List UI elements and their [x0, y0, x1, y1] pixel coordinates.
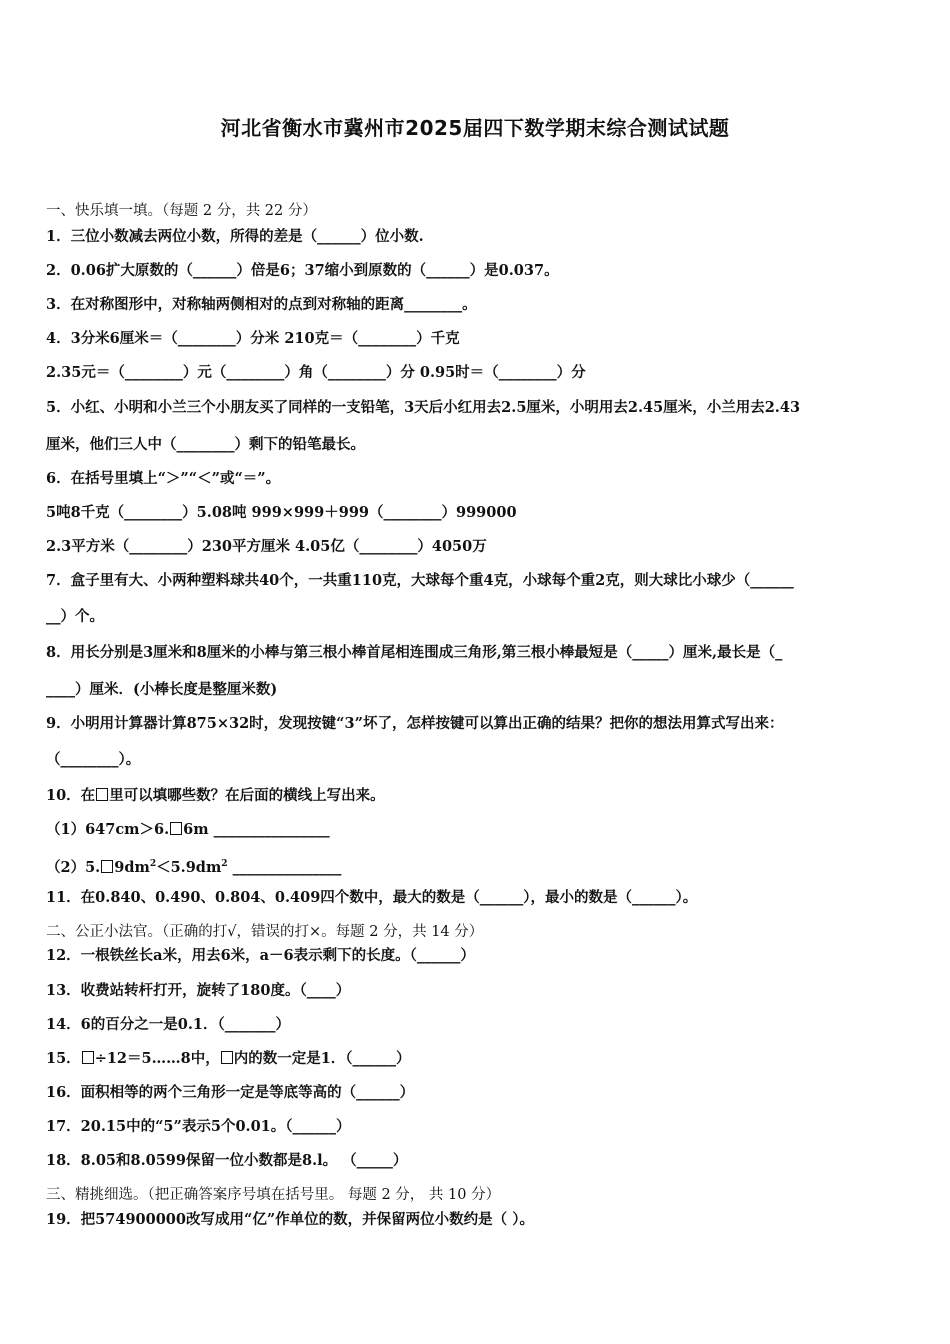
question-14: 14．6的百分之一是0.1．（_______）: [46, 1016, 290, 1033]
page-title: 河北省衡水市冀州市2025届四下数学期末综合测试试题: [220, 116, 730, 140]
question-7-line-1: 7．盒子里有大、小两种塑料球共40个，一共重110克，大球每个重4克，小球每个重2克，则大球比小球少（______: [46, 572, 794, 589]
question-8-line-2: ____）厘米．(小棒长度是整厘米数): [46, 681, 278, 698]
question-10-prefix: 10．在: [46, 787, 96, 804]
question-15-prefix: 15．: [46, 1050, 81, 1067]
question-10-part-1: [46, 820, 906, 840]
question-10-text: 里可以填哪些数？在后面的横线上写出来。: [109, 787, 385, 804]
question-5-line-2: 厘米，他们三人中（________）剩下的铅笔最长。: [46, 436, 365, 453]
question-5-line-1: 5．小红、小明和小兰三个小朋友买了同样的一支铅笔，3天后小红用去2.5厘米，小明用去2.45厘米，小兰用去2.43: [46, 399, 801, 416]
question-9-line-1: 9．小明用计算器计算875×32时，发现按键“3”坏了，怎样按键可以算出正确的结果？把你的想法用算式写出来：: [46, 715, 784, 732]
section-1-heading: 一、快乐填一填。（每题 2 分，共 22 分）: [46, 203, 317, 219]
question-10: [46, 786, 906, 806]
question-6-line-1: 6．在括号里填上“＞”“＜”或“＝”。: [46, 470, 281, 487]
superscript-2: 2: [149, 859, 157, 869]
question-4-line-1: 4．3分米6厘米＝（________）分米 210克＝（________）千克: [46, 330, 460, 347]
question-6-line-3: 2.3平方米（________）230平方厘米 4.05亿（________）4050万: [46, 538, 487, 555]
question-1: 1．三位小数减去两位小数，所得的差是（______）位小数.: [46, 228, 424, 245]
blank-box-icon: [96, 788, 108, 801]
question-3: 3．在对称图形中，对称轴两侧相对的点到对称轴的距离________。: [46, 296, 477, 313]
question-7-line-2: __）个。: [46, 608, 104, 625]
section-2-heading: 二、公正小法官。（正确的打√，错误的打×。每题 2 分，共 14 分）: [46, 924, 484, 940]
question-18: 18．8.05和8.0599保留一位小数都是8.l。 （_____）: [46, 1152, 408, 1169]
question-4-line-2: 2.35元＝（________）元（________）角（________）分 0.95时＝（________）分: [46, 364, 586, 381]
question-10-2-prefix: （2）5.: [46, 858, 101, 876]
question-2: 2．0.06扩大原数的（______）倍是6；37缩小到原数的（______）是0.037。: [46, 262, 559, 279]
blank-box-icon: [221, 1051, 233, 1064]
blank-box-icon: [101, 860, 113, 873]
question-9-line-2: （________）。: [46, 751, 141, 768]
question-10-2-line: _______________: [227, 858, 342, 876]
question-10-part-2: [46, 854, 906, 878]
question-15-text: ÷12＝5……8中，: [94, 1050, 220, 1067]
question-13: 13．收费站转杆打开，旋转了180度。（____）: [46, 982, 351, 999]
question-10-1-prefix: （1）647cm＞6.: [46, 821, 170, 838]
question-10-1-text: 6m ________________: [183, 821, 330, 838]
question-10-2-mid2: ＜5.9dm: [156, 858, 222, 876]
question-19: 19．把574900000改写成用“亿”作单位的数，并保留两位小数约是（ ）。: [46, 1211, 534, 1228]
question-8-line-1: 8．用长分别是3厘米和8厘米的小棒与第三根小棒首尾相连围成三角形,第三根小棒最短是（_____）厘米,最长是（_: [46, 644, 783, 661]
question-16: 16．面积相等的两个三角形一定是等底等高的（______）: [46, 1084, 415, 1101]
blank-box-icon: [82, 1051, 94, 1064]
question-10-2-mid: 9dm: [114, 858, 150, 876]
question-17: 17．20.15中的“5”表示5个0.01。（______）: [46, 1118, 351, 1135]
blank-box-icon: [170, 822, 182, 835]
question-15: [46, 1049, 906, 1069]
section-3-heading: 三、精挑细选。（把正确答案序号填在括号里。 每题 2 分， 共 10 分）: [46, 1187, 501, 1203]
question-12: 12．一根铁丝长a米，用去6米，a－6表示剩下的长度。（______）: [46, 947, 475, 964]
question-6-line-2: 5吨8千克（________）5.08吨 999×999＋999（________）999000: [46, 504, 517, 521]
question-15-text-2: 内的数一定是1．（______）: [233, 1050, 411, 1067]
question-11: 11．在0.840、0.490、0.804、0.409四个数中，最大的数是（______），最小的数是（______）。: [46, 889, 698, 906]
superscript-2: 2: [221, 859, 228, 869]
